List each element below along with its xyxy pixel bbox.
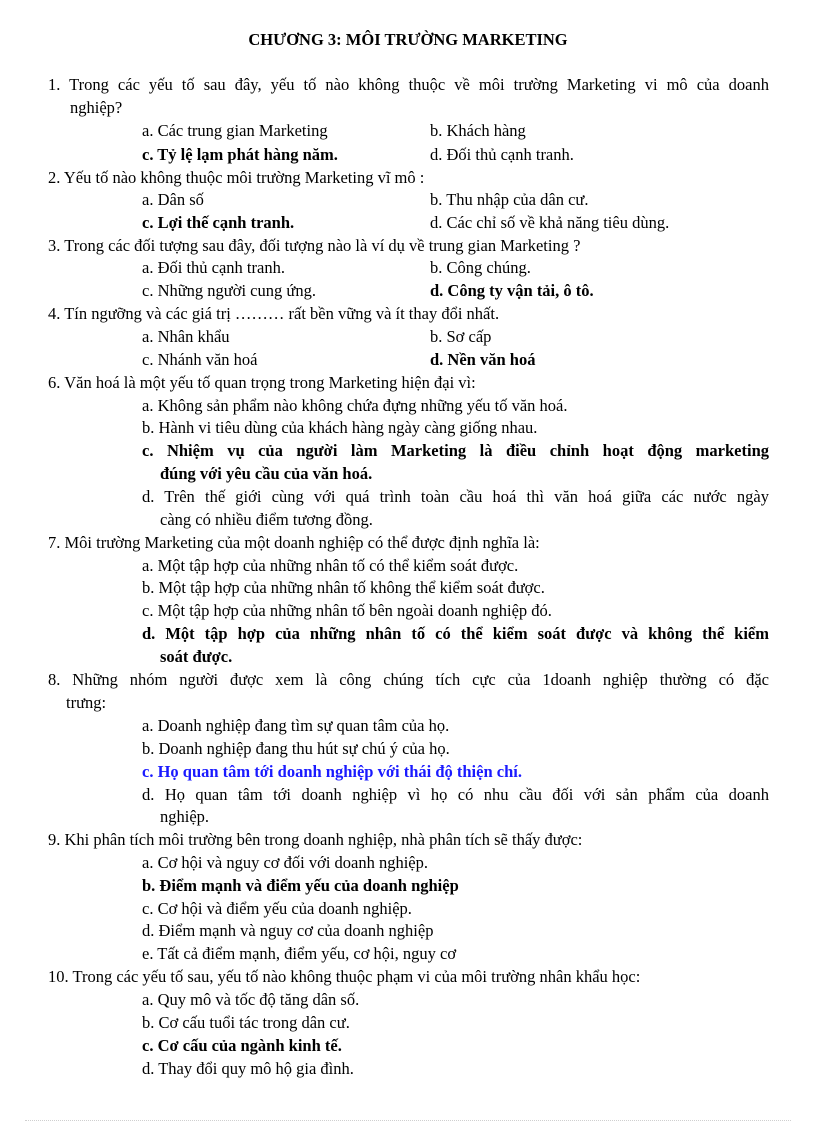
- q4-option-c: c. Nhánh văn hoá: [142, 350, 258, 369]
- q7-option-a: a. Một tập hợp của những nhân tố có thể kiểm soát được.: [142, 556, 519, 575]
- q1-option-d: d. Đối thủ cạnh tranh.: [430, 145, 574, 164]
- q10-option-a: a. Quy mô và tốc độ tăng dân số.: [142, 990, 360, 1009]
- q3-stem: 3. Trong các đối tượng sau đây, đối tượng nào là ví dụ về trung gian Marketing ?: [48, 236, 581, 255]
- q1-stem-cont: nghiệp?: [70, 98, 123, 117]
- page-title: CHƯƠNG 3: MÔI TRƯỜNG MARKETING: [248, 30, 568, 49]
- q4-option-b: b. Sơ cấp: [430, 327, 492, 346]
- q8-option-c-answer: c. Họ quan tâm tới doanh nghiệp với thái độ thiện chí.: [142, 762, 522, 781]
- q9-option-a: a. Cơ hội và nguy cơ đối với doanh nghiệp.: [142, 853, 429, 872]
- q7-option-c: c. Một tập hợp của những nhân tố bên ngoài doanh nghiệp đó.: [142, 601, 552, 620]
- q10-option-d: d. Thay đổi quy mô hộ gia đình.: [142, 1059, 354, 1078]
- q1-stem: 1. Trong các yếu tố sau đây, yếu tố nào không thuộc về môi trường Marketing vi mô của doanh: [48, 75, 769, 94]
- q2-stem: 2. Yếu tố nào không thuộc môi trường Marketing vĩ mô :: [48, 168, 425, 187]
- q10-option-b: b. Cơ cấu tuổi tác trong dân cư.: [142, 1013, 350, 1032]
- q9-option-b-answer: b. Điểm mạnh và điểm yếu của doanh nghiệp: [142, 876, 459, 895]
- q7-option-b: b. Một tập hợp của những nhân tố không thể kiểm soát được.: [142, 578, 545, 597]
- q9-stem: 9. Khi phân tích môi trường bên trong doanh nghiệp, nhà phân tích sẽ thấy được:: [48, 830, 583, 849]
- q6-option-d-cont: càng có nhiều điểm tương đồng.: [160, 510, 373, 529]
- q2-option-c-answer: c. Lợi thế cạnh tranh.: [142, 213, 295, 232]
- q2-option-b: b. Thu nhập của dân cư.: [430, 190, 589, 209]
- q2-option-a: a. Dân số: [142, 190, 204, 209]
- q6-option-b: b. Hành vi tiêu dùng của khách hàng ngày càng giống nhau.: [142, 418, 538, 437]
- q8-stem: 8. Những nhóm người được xem là công chúng tích cực của 1doanh nghiệp thường có đặc: [48, 670, 769, 689]
- q8-option-b: b. Doanh nghiệp đang thu hút sự chú ý của họ.: [142, 739, 450, 758]
- q2-option-d: d. Các chỉ số về khả năng tiêu dùng.: [430, 213, 670, 232]
- q9-option-e: e. Tất cả điểm mạnh, điểm yếu, cơ hội, nguy cơ: [142, 944, 457, 963]
- q8-stem-cont: trưng:: [66, 693, 107, 712]
- q6-option-d: d. Trên thế giới cùng với quá trình toàn cầu hoá thì văn hoá giữa các nước ngày: [142, 487, 769, 506]
- q6-stem: 6. Văn hoá là một yếu tố quan trọng trong Marketing hiện đại vì:: [48, 373, 476, 392]
- q10-stem: 10. Trong các yếu tố sau, yếu tố nào không thuộc phạm vi của môi trường nhân khẩu học:: [48, 967, 641, 986]
- q3-option-d-answer: d. Công ty vận tải, ô tô.: [430, 281, 594, 300]
- q6-option-c-answer-cont: đúng với yêu cầu của văn hoá.: [160, 464, 373, 483]
- q1-option-c-answer: c. Tỷ lệ lạm phát hàng năm.: [142, 145, 338, 164]
- q6-option-c-answer: c. Nhiệm vụ của người làm Marketing là điều chỉnh hoạt động marketing: [142, 441, 769, 460]
- q3-option-c: c. Những người cung ứng.: [142, 281, 316, 300]
- q9-option-c: c. Cơ hội và điểm yếu của doanh nghiệp.: [142, 899, 412, 918]
- q7-option-d-answer: d. Một tập hợp của những nhân tố có thể kiểm soát được và không thể kiểm: [142, 624, 769, 643]
- page-bottom-rule: [25, 1120, 791, 1121]
- q8-option-d: d. Họ quan tâm tới doanh nghiệp vì họ có nhu cầu đối với sản phẩm của doanh: [142, 785, 769, 804]
- q3-option-a: a. Đối thủ cạnh tranh.: [142, 258, 285, 277]
- q8-option-d-cont: nghiệp.: [160, 807, 210, 826]
- q4-option-d-answer: d. Nền văn hoá: [430, 350, 536, 369]
- q7-option-d-answer-cont: soát được.: [160, 647, 233, 666]
- q4-option-a: a. Nhân khẩu: [142, 327, 230, 346]
- q9-option-d: d. Điểm mạnh và nguy cơ của doanh nghiệp: [142, 921, 434, 940]
- q1-option-a: a. Các trung gian Marketing: [142, 121, 328, 140]
- q1-option-b: b. Khách hàng: [430, 121, 526, 140]
- q8-option-a: a. Doanh nghiệp đang tìm sự quan tâm của họ.: [142, 716, 450, 735]
- q3-option-b: b. Công chúng.: [430, 258, 531, 277]
- q7-stem: 7. Môi trường Marketing của một doanh nghiệp có thể được định nghĩa là:: [48, 533, 540, 552]
- q4-stem: 4. Tín ngưỡng và các giá trị ……… rất bền vững và ít thay đổi nhất.: [48, 304, 500, 323]
- q6-option-a: a. Không sản phẩm nào không chứa đựng những yếu tố văn hoá.: [142, 396, 568, 415]
- q10-option-c-answer: c. Cơ cấu của ngành kinh tế.: [142, 1036, 342, 1055]
